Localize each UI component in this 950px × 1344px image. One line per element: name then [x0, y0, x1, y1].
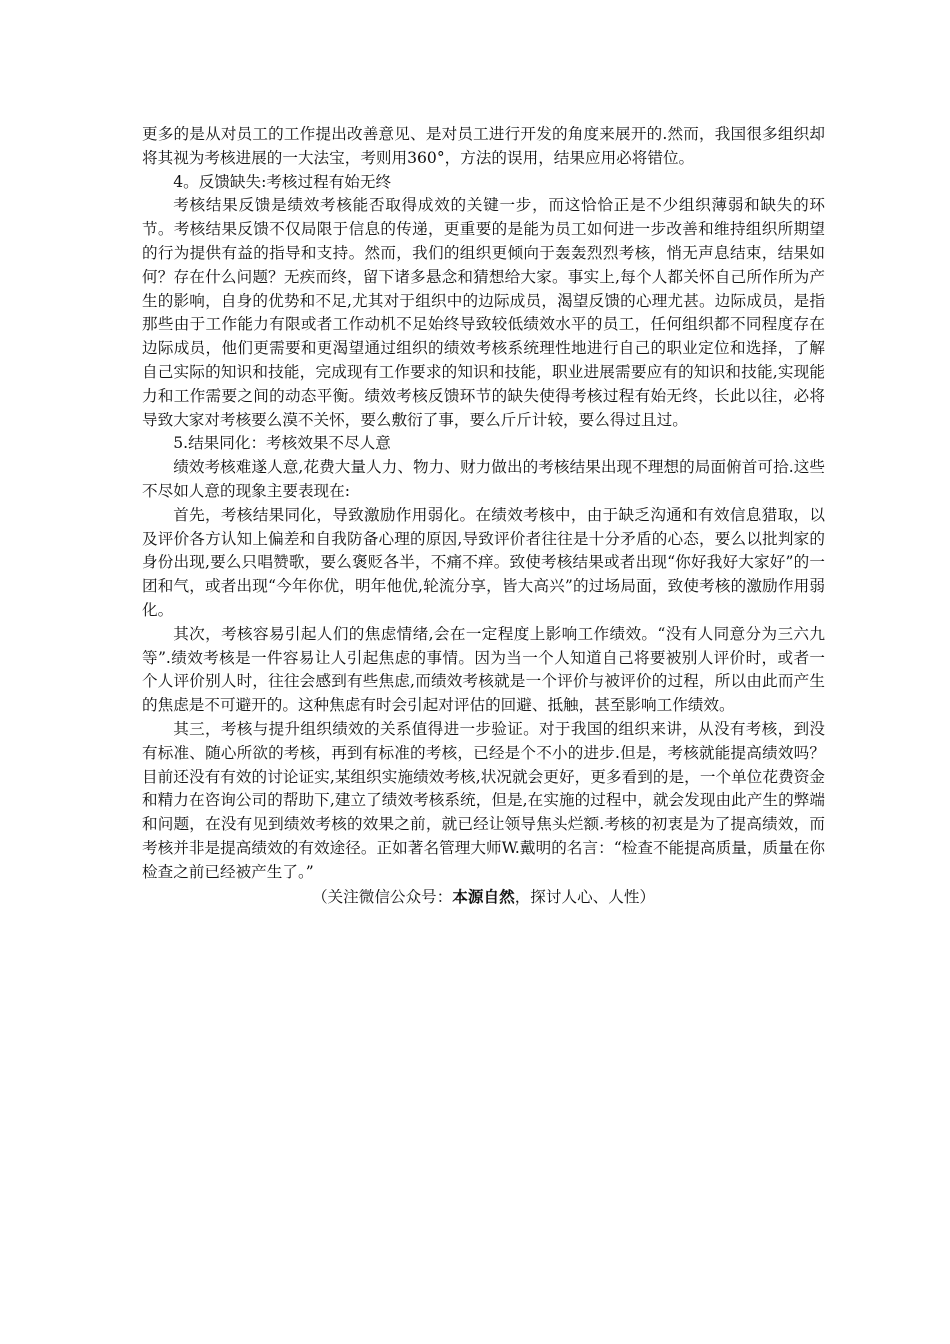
section-heading-4: 4。反馈缺失:考核过程有始无终: [173, 172, 392, 191]
footer-note: [142, 885, 825, 910]
paragraph-second: 其次，考核容易引起人们的焦虑情绪,会在一定程度上影响工作绩效。“没有人同意分为三六九等”.绩效考核是一件容易让人引起焦虑的事情。因为当一个人知道自己将要被别人评价时，或者一个人评价别人时，往往会感到有些焦虑,而绩效考核就是一个评价与被评价的过程，所以由此而产生的焦虑是不可避开的。这种焦虑有时会引起对评估的回避、抵触，甚至影响工作绩效。: [142, 624, 825, 715]
section-heading-5: 5.结果同化：考核效果不尽人意: [173, 434, 391, 453]
paragraph-feedback: 考核结果反馈是绩效考核能否取得成效的关键一步，而这恰恰正是不少组织薄弱和缺失的环节。考核结果反馈不仅局限于信息的传递，更重要的是能为员工如何进一步改善和维持组织所期望的行为提供有益的指导和支持。然而，我们的组织更倾向于轰轰烈烈考核，悄无声息结束，结果如何？存在什么问题？无疾而终，留下诸多悬念和猜想给大家。事实上,每个人都关怀自己所作所为产生的影响，自身的优势和不足,尤其对于组织中的边际成员，渴望反馈的心理尤甚。边际成员，是指那些由于工作能力有限或者工作动机不足始终导致较低绩效水平的员工，任何组织都不同程度存在边际成员，他们更需要和更渴望通过组织的绩效考核系统理性地进行自己的职业定位和选择，了解自己实际的知识和技能，完成现有工作要求的知识和技能，职业进展需要应有的知识和技能,实现能力和工作需要之间的动态平衡。绩效考核反馈环节的缺失使得考核过程有始无终，长此以往，必将导致大家对考核要么漠不关怀，要么敷衍了事，要么斤斤计较，要么得过且过。: [142, 196, 825, 429]
footer-prefix: （关注微信公众号：: [311, 887, 453, 906]
footer-suffix: ，探讨人心、人性）: [514, 887, 656, 906]
document-page: [142, 123, 825, 909]
footer-account-name: 本源自然: [452, 886, 515, 906]
paragraph-first: 首先，考核结果同化，导致激励作用弱化。在绩效考核中，由于缺乏沟通和有效信息猎取，以及评价各方认知上偏差和自我防备心理的原因,导致评价者往往是十分矛盾的心态，要么以批判家的身份出现,要么只唱赞歌，要么褒贬各半，不痛不痒。致使考核结果或者出现“你好我好大家好”的一团和气，或者出现“今年你优，明年他优,轮流分享，皆大高兴”的过场局面，致使考核的激励作用弱化。: [142, 505, 825, 619]
paragraph-results-intro: 绩效考核难遂人意,花费大量人力、物力、财力做出的考核结果出现不理想的局面俯首可拾.这些不尽如人意的现象主要表现在:: [142, 458, 825, 500]
paragraph-continuation: 更多的是从对员工的工作提出改善意见、是对员工进行开发的角度来展开的.然而，我国很多组织却将其视为考核进展的一大法宝，考则用360°，方法的误用，结果应用必将错位。: [142, 125, 825, 167]
paragraph-third: 其三，考核与提升组织绩效的关系值得进一步验证。对于我国的组织来讲，从没有考核，到没有标准、随心所欲的考核，再到有标准的考核，已经是个不小的进步.但是，考核就能提高绩效吗？目前还没有有效的讨论证实,某组织实施绩效考核,状况就会更好，更多看到的是，一个单位花费资金和精力在咨询公司的帮助下,建立了绩效考核系统，但是,在实施的过程中，就会发现由此产生的弊端和问题，在没有见到绩效考核的效果之前，就已经让领导焦头烂额.考核的初衷是为了提高绩效，而考核并非是提高绩效的有效途径。正如著名管理大师W.戴明的名言：“检查不能提高质量，质量在你检查之前已经被产生了。”: [142, 719, 825, 881]
